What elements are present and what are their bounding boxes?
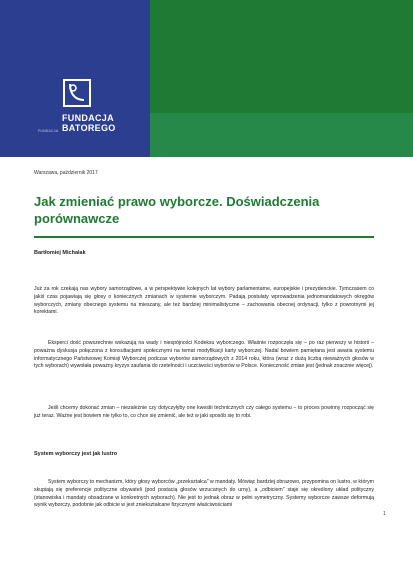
page-title: Jak zmieniać prawo wyborcze. Doświadczenia porównawcze — [34, 194, 320, 226]
logo-small-text: FUNDACJA — [38, 129, 59, 133]
logo-text-fundacja: FUNDACJA — [62, 113, 114, 123]
title-divider — [34, 236, 374, 238]
logo-text-batorego: BATOREGO — [62, 123, 116, 133]
header-banner — [0, 0, 413, 157]
fundacja-logo-icon — [62, 78, 92, 108]
date-place: Warszawa, październik 2017 — [34, 170, 98, 176]
paragraph-changes: Jeśli chcemy dokonać zmian – niezależnie czy dotyczyłyby one kwestii technicznych czy całego systemu – to proces powinny rozpocząć się już teraz. Ważne jest bowiem nie tylko to, co chce się zmienić, ale też w jaki sposób się to robi. — [34, 405, 374, 419]
author-name: Bartłomiej Michalak — [34, 250, 86, 256]
section-heading: System wyborczy jest jak lustro — [34, 451, 118, 457]
paragraph-intro: Już za rok czekają nas wybory samorządowe, a w perspektywie kolejnych lat wybory parlamentarne, europejskie i prezydenckie. Tymczasem co jakiś czas pojawiają się głosy o koniecznych zmianach w systemie wyborczym. Padają postulaty wprowadzenia jednomandatowych okręgów wyborczych, zmiany obecnego systemu na mieszany, ale też bardziej minimalistyczne – zachowania obecnej ordynacji, tylko z powrotnymi jej korektami. — [34, 286, 374, 316]
paragraph-experts: Eksperci dość powszechnie wskazują na wady i niespójności Kodeksu wyborczego. Właśnie rozpoczęła się – po raz pierwszy w historii – poważna dyskusja połączona z konsultacjami społecznymi na temat modyfikacji karty wyborczej. Nadal bowiem pamiętana jest awaria systemu informatycznego Państwowej Komisji Wyborczej podczas wyborów samorządowych z 2014 roku, która (wraz z dużą liczbą nieważnych głosów w tych wyborach) wywołała poważny kryzys zaufania do rzetelności i uczciwości wyborów w Polsce. Konieczność zmian jest (jednak znacznie więcej). — [34, 340, 374, 370]
header-green-stripe — [150, 113, 413, 157]
paragraph-mirror: System wyborczy to mechanizm, który głosy wyborców „przekształca" w mandaty. Mówiąc bardziej obrazowo, przypomina on lustro, w którym skupiają się preferencje polityczne obywateli (pod postacią głosów wrzucanych do urny), a „odbiciem" staje się określony układ polityczny (stanowiska i mandaty obsadzane w konkretnych wyborach). Nie jest to jednak obraz w pełni symetryczny. Systemy wyborcze zawsze deformują wynik wyborczy, podobnie jak odbicie w jest zniekształcane fizycznymi właściwościami — [34, 479, 374, 509]
page-number: 1 — [383, 511, 386, 517]
